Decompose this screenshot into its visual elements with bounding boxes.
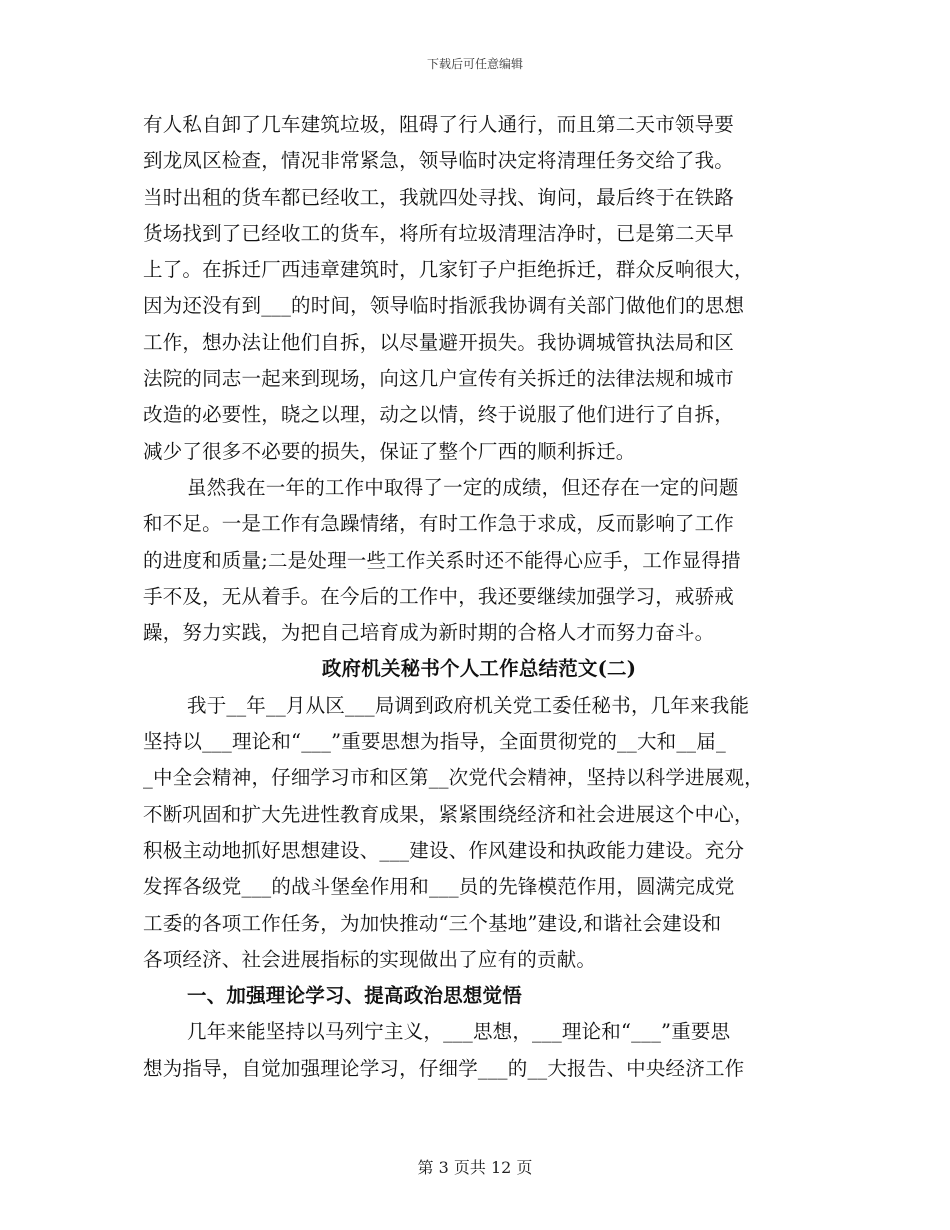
text-line: 减少了很多不必要的损失，保证了整个厂西的顺利拆迁。 xyxy=(143,439,636,463)
text-line: 因为还没有到___的时间，领导临时指派我协调有关部门做他们的思想 xyxy=(143,294,745,318)
text-line: 改造的必要性，晓之以理，动之以情，终于说服了他们进行了自拆， xyxy=(143,403,735,427)
text-line: 到龙凤区检查，情况非常紧急，领导临时决定将清理任务交给了我。 xyxy=(143,149,735,173)
paragraph-start-line: 几年来能坚持以马列宁主义，___思想，___理论和“___”重要思 xyxy=(187,1020,731,1044)
text-line: 想为指导，自觉加强理论学习，仔细学___的__大报告、中央经济工作 xyxy=(143,1056,745,1080)
text-line: _中全会精神，仔细学习市和区第__次党代会精神，坚持以科学进展观， xyxy=(143,766,764,790)
text-line: 货场找到了已经收工的货车，将所有垃圾清理洁净时，已是第二天早 xyxy=(143,221,735,245)
text-line: 发挥各级党___的战斗堡垒作用和___员的先锋模范作用，圆满完成党 xyxy=(143,875,735,899)
document-body xyxy=(143,107,815,1087)
page-number: 第 3 页共 12 页 xyxy=(417,1158,533,1177)
text-line: 手不及，无从着手。在今后的工作中，我还要继续加强学习，戒骄戒 xyxy=(143,584,735,608)
text-line: 不断巩固和扩大先进性教育成果，紧紧围绕经济和社会进展这个中心， xyxy=(143,802,754,826)
text-line: 坚持以___理论和“___”重要思想为指导，全面贯彻党的__大和__届_ xyxy=(143,730,726,754)
text-line: 法院的同志一起来到现场，向这几户宣传有关拆迁的法律法规和城市 xyxy=(143,367,735,391)
text-line: 当时出租的货车都已经收工，我就四处寻找、询问，最后终于在铁路 xyxy=(143,185,735,209)
text-line: 工作，想办法让他们自拆，以尽量避开损失。我协调城管执法局和区 xyxy=(143,330,735,354)
text-line: 和不足。一是工作有急躁情绪，有时工作急于求成，反而影响了工作 xyxy=(143,512,735,536)
text-line: 躁，努力实践，为把自己培育成为新时期的合格人才而努力奋斗。 xyxy=(143,621,715,645)
text-line: 各项经济、社会进展指标的实现做出了应有的贡献。 xyxy=(143,947,597,971)
text-line: 上了。在拆迁厂西违章建筑时，几家钉子户拒绝拆迁，群众反响很大， xyxy=(143,258,754,282)
page-header: 下载后可任意编辑 xyxy=(426,57,523,71)
text-line: 有人私自卸了几车建筑垃圾，阻碍了行人通行，而且第二天市领导要 xyxy=(143,113,735,136)
text-line: 工委的各项工作任务，为加快推动“三个基地”建设,和谐社会建设和 xyxy=(143,911,722,935)
paragraph-start-line: 我于__年__月从区___局调到政府机关党工委任秘书，几年来我能 xyxy=(187,693,750,717)
text-line: 积极主动地抓好思想建设、___建设、作风建设和执政能力建设。充分 xyxy=(143,838,745,862)
subsection-heading: 一、加强理论学习、提高政治思想觉悟 xyxy=(187,984,522,1008)
paragraph-start-line: 虽然我在一年的工作中取得了一定的成绩，但还存在一定的问题 xyxy=(187,475,739,499)
text-line: 的进度和质量;二是处理一些工作关系时还不能得心应手，工作显得措 xyxy=(143,548,741,572)
section-title: 政府机关秘书个人工作总结范文(二) xyxy=(321,657,637,681)
